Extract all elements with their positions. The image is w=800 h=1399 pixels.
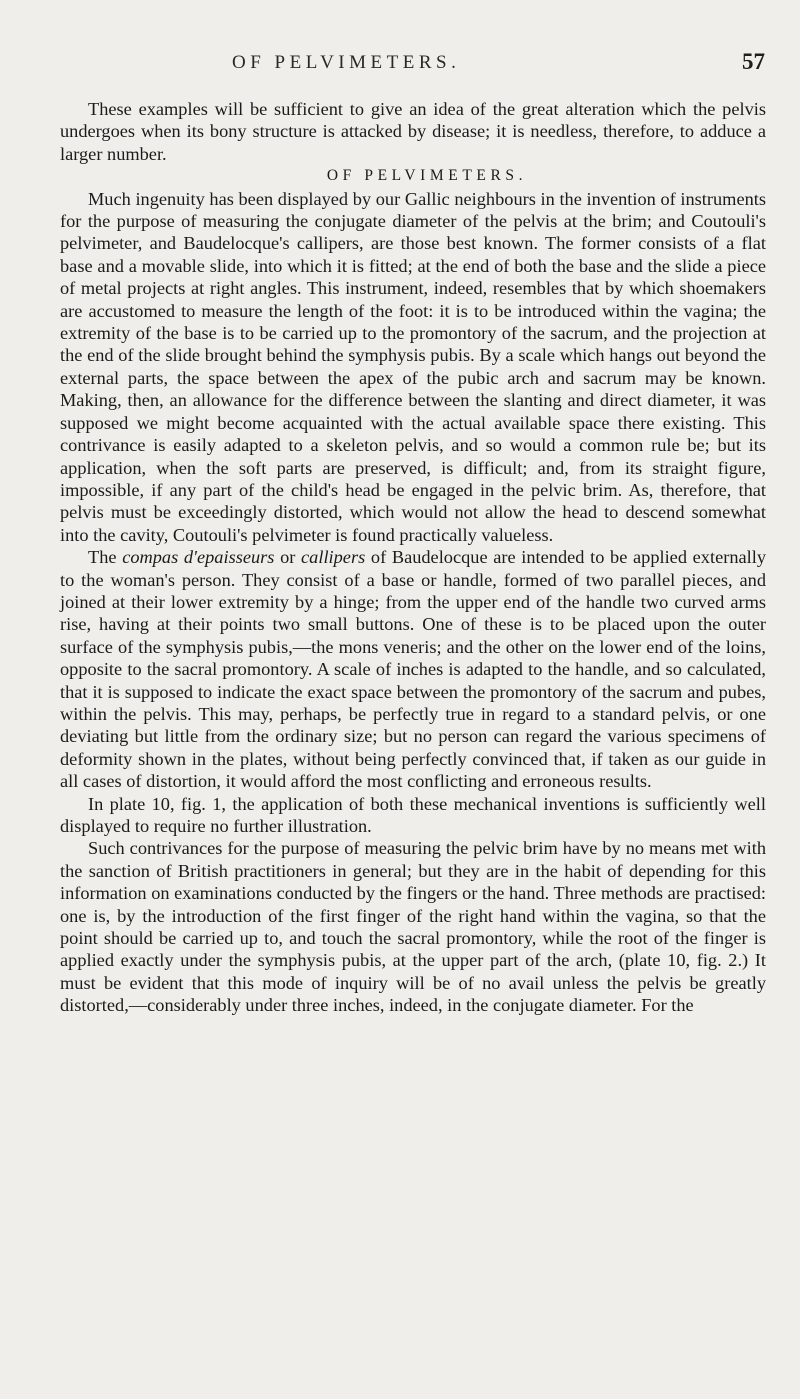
term-callipers: callipers [301, 547, 366, 568]
intro-paragraph: These examples will be sufficient to give an idea of the great alteration which the pelvis undergoes when its bony structure is attacked by disease; it is needless, therefore, to adduce a larger number. [60, 99, 766, 164]
term-compas: compas d'epaisseurs [122, 547, 275, 568]
paragraph-baudelocque-rest: of Baudelocque are intended to be applied externally to the woman's person. They consist of a base or handle, formed of two parallel pieces, and joined at their lower extremity by a hinge; from the upper end of the handle two curved arms rise, having at their points two small buttons. One of these is to be placed upon the outer surface of the symphysis pubis,—the mons veneris; and the other on the lower end of the loins, opposite to the sacral promontory. A scale of inches is adapted to the handle, and so calculated, that it is supposed to indicate the exact space between the promontory of the sacrum and pubes, within the pelvis. This may, perhaps, be perfectly true in regard to a standard pelvis, or one deviating but little from the ordinary size; but no person can regard the various specimens of deformity shown in the plates, without being perfectly convinced that, if taken as our guide in all cases of distortion, it would afford the most conflicting and erroneous results. [60, 547, 766, 792]
body-text [60, 98, 766, 1017]
section-heading: OF PELVIMETERS. [326, 167, 528, 185]
paragraph-plate-reference: In plate 10, fig. 1, the application of both these mechanical inventions is sufficiently well displayed to require no further illustration. [60, 793, 766, 836]
paragraph-baudelocque-start: The [88, 547, 123, 568]
running-head [0, 49, 800, 82]
paragraph-baudelocque [60, 546, 766, 792]
page-number: 57 [742, 49, 765, 74]
running-title: OF PELVIMETERS. [232, 52, 461, 73]
paragraph-baudelocque-or: or [274, 547, 302, 568]
paragraph-coutouli: Much ingenuity has been displayed by our Gallic neighbours in the invention of instruments for the purpose of measuring the conjugate diameter of the pelvis at the brim; and Coutouli's pelvimeter, and Baudelocque's callipers, are those best known. The former consists of a flat base and a movable slide, into which it is fitted; at the end of both the base and the slide a piece of metal projects at right angles. This instrument, indeed, resembles that by which shoemakers are accustomed to measure the length of the foot: it is to be introduced within the vagina; the extremity of the base is to be carried up to the promontory of the sacrum, and the projection at the end of the slide brought behind the symphysis pubis. By a scale which hangs out beyond the external parts, the space between the apex of the pubic arch and sacrum may be known. Making, then, an allowance for the difference between the slanting and direct diameter, it was supposed we might become acquainted with the actual available space there existing. This contrivance is easily adapted to a skeleton pelvis, and so would a common rule be; but its application, when the soft parts are preserved, is difficult; and, from its straight figure, impossible, if any part of the child's head be engaged in the pelvic brim. As, therefore, that pelvis must be exceedingly distorted, which would not allow the head to descend somewhat into the cavity, Coutouli's pelvimeter is found practically valueless. [60, 188, 766, 545]
paragraph-british-methods: Such contrivances for the purpose of measuring the pelvic brim have by no means met with the sanction of British practitioners in general; but they are in the habit of depending for this information on examinations conducted by the fingers or the hand. Three methods are practised: one is, by the introduction of the first finger of the right hand within the vagina, so that the point should be carried up to, and touch the sacral promontory, while the root of the finger is applied exactly under the symphysis pubis, at the upper part of the arch, (plate 10, fig. 2.) It must be evident that this mode of inquiry will be of no avail unless the pelvis be greatly distorted,—considerably under three inches, indeed, in the conjugate diameter. For the [60, 838, 766, 1016]
